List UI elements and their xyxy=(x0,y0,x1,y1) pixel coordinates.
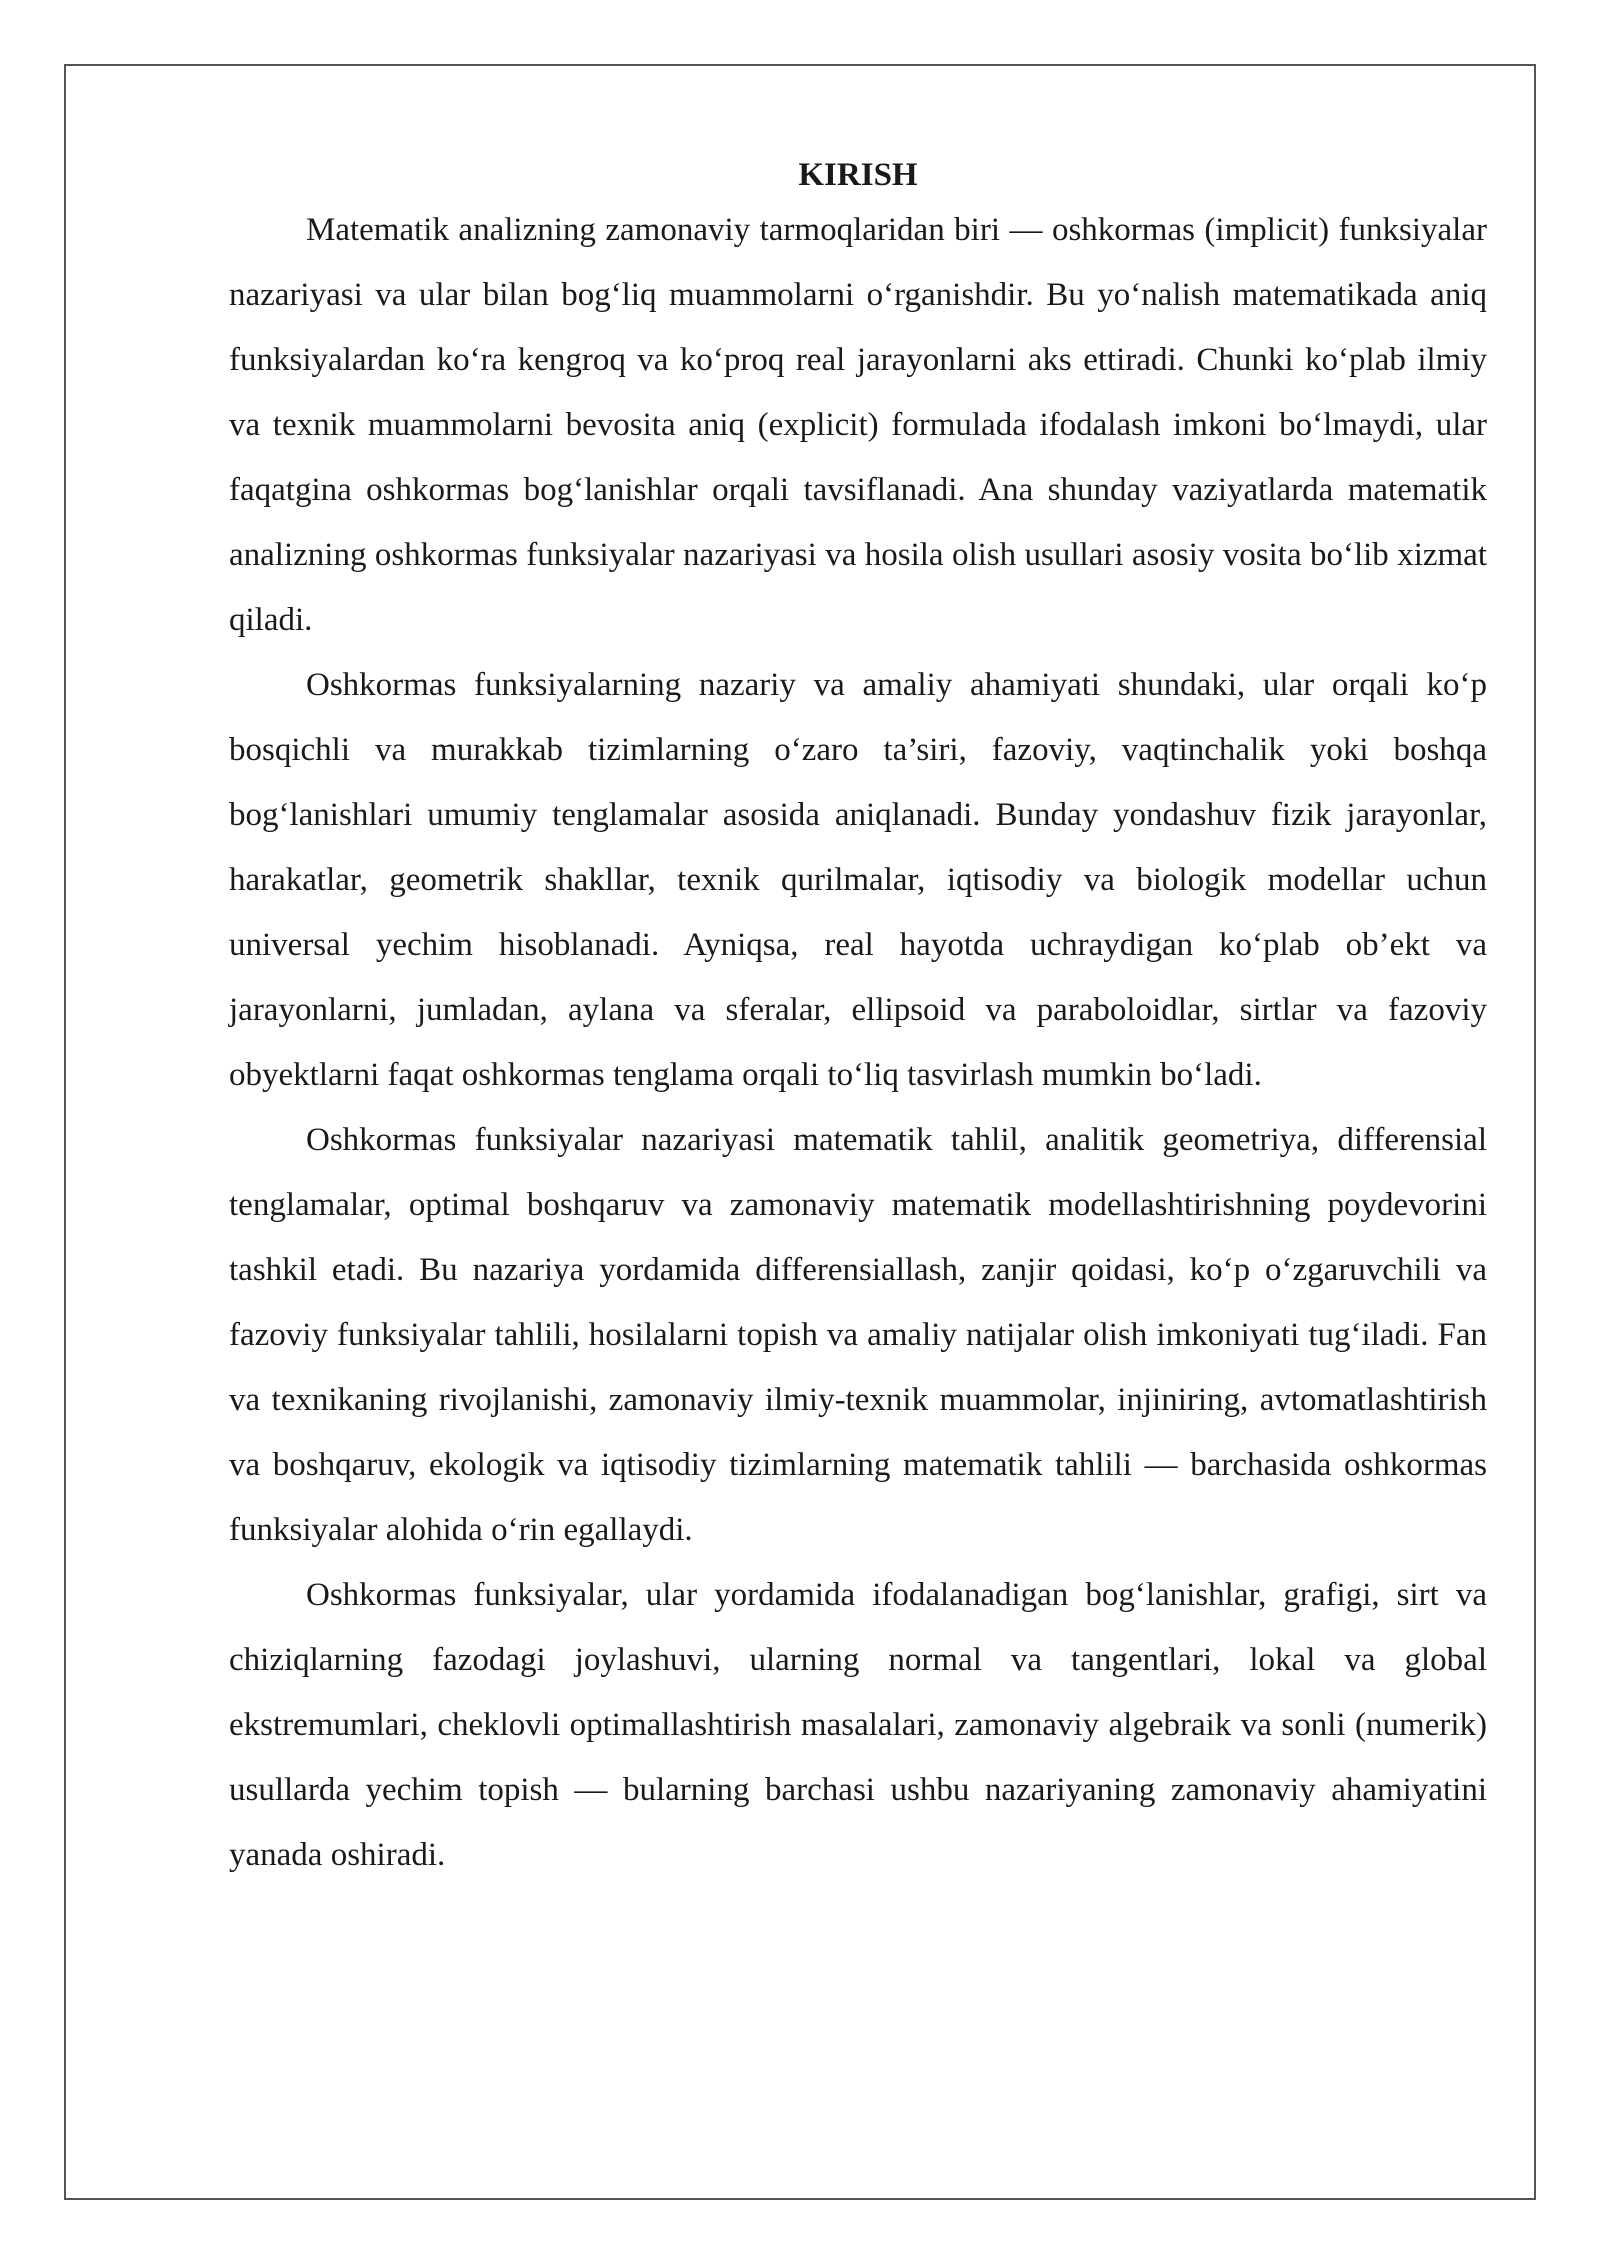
paragraph-1: Matematik analizning zamonaviy tarmoqlaridan biri — oshkormas (implicit) funksiyalar nazariyasi va ular bilan bog‘liq muammolarni o‘rganishdir. Bu yo‘nalish matematikada aniq funksiyalardan ko‘ra kengroq va ko‘proq real jarayonlarni aks ettiradi. Chunki ko‘plab ilmiy va texnik muammolarni bevosita aniq (explicit) formulada ifodalash imkoni bo‘lmaydi, ular faqatgina oshkormas bog‘lanishlar orqali tavsiflanadi. Ana shunday vaziyatlarda matematik analizning oshkormas funksiyalar nazariyasi va hosila olish usullari asosiy vosita bo‘lib xizmat qiladi. xyxy=(229,212,1487,638)
document-body xyxy=(229,152,1487,1888)
paragraph-2: Oshkormas funksiyalarning nazariy va amaliy ahamiyati shundaki, ular orqali ko‘p bosqichli va murakkab tizimlarning o‘zaro ta’siri, fazoviy, vaqtinchalik yoki boshqa bog‘lanishlari umumiy tenglamalar asosida aniqlanadi. Bunday yondashuv fizik jarayonlar, harakatlar, geometrik shakllar, texnik qurilmalar, iqtisodiy va biologik modellar uchun universal yechim hisoblanadi. Ayniqsa, real hayotda uchraydigan ko‘plab ob’ekt va jarayonlarni, jumladan, aylana va sferalar, ellipsoid va paraboloidlar, sirtlar va fazoviy obyektlarni faqat oshkormas tenglama orqali to‘liq tasvirlash mumkin bo‘ladi. xyxy=(229,667,1487,1093)
paragraph-4: Oshkormas funksiyalar, ular yordamida ifodalanadigan bog‘lanishlar, grafigi, sirt va chiziqlarning fazodagi joylashuvi, ularning normal va tangentlari, lokal va global ekstremumlari, cheklovli optimallashtirish masalalari, zamonaviy algebraik va sonli (numerik) usullarda yechim topish — bularning barchasi ushbu nazariyaning zamonaviy ahamiyatini yanada oshiradi. xyxy=(229,1577,1487,1873)
paragraph-3: Oshkormas funksiyalar nazariyasi matematik tahlil, analitik geometriya, differensial tenglamalar, optimal boshqaruv va zamonaviy matematik modellashtirishning poydevorini tashkil etadi. Bu nazariya yordamida differensiallash, zanjir qoidasi, ko‘p o‘zgaruvchili va fazoviy funksiyalar tahlili, hosilalarni topish va amaliy natijalar olish imkoniyati tug‘iladi. Fan va texnikaning rivojlanishi, zamonaviy ilmiy-texnik muammolar, injiniring, avtomatlashtirish va boshqaruv, ekologik va iqtisodiy tizimlarning matematik tahlili — barchasida oshkormas funksiyalar alohida o‘rin egallaydi. xyxy=(229,1122,1487,1548)
section-title: KIRISH xyxy=(798,157,918,193)
